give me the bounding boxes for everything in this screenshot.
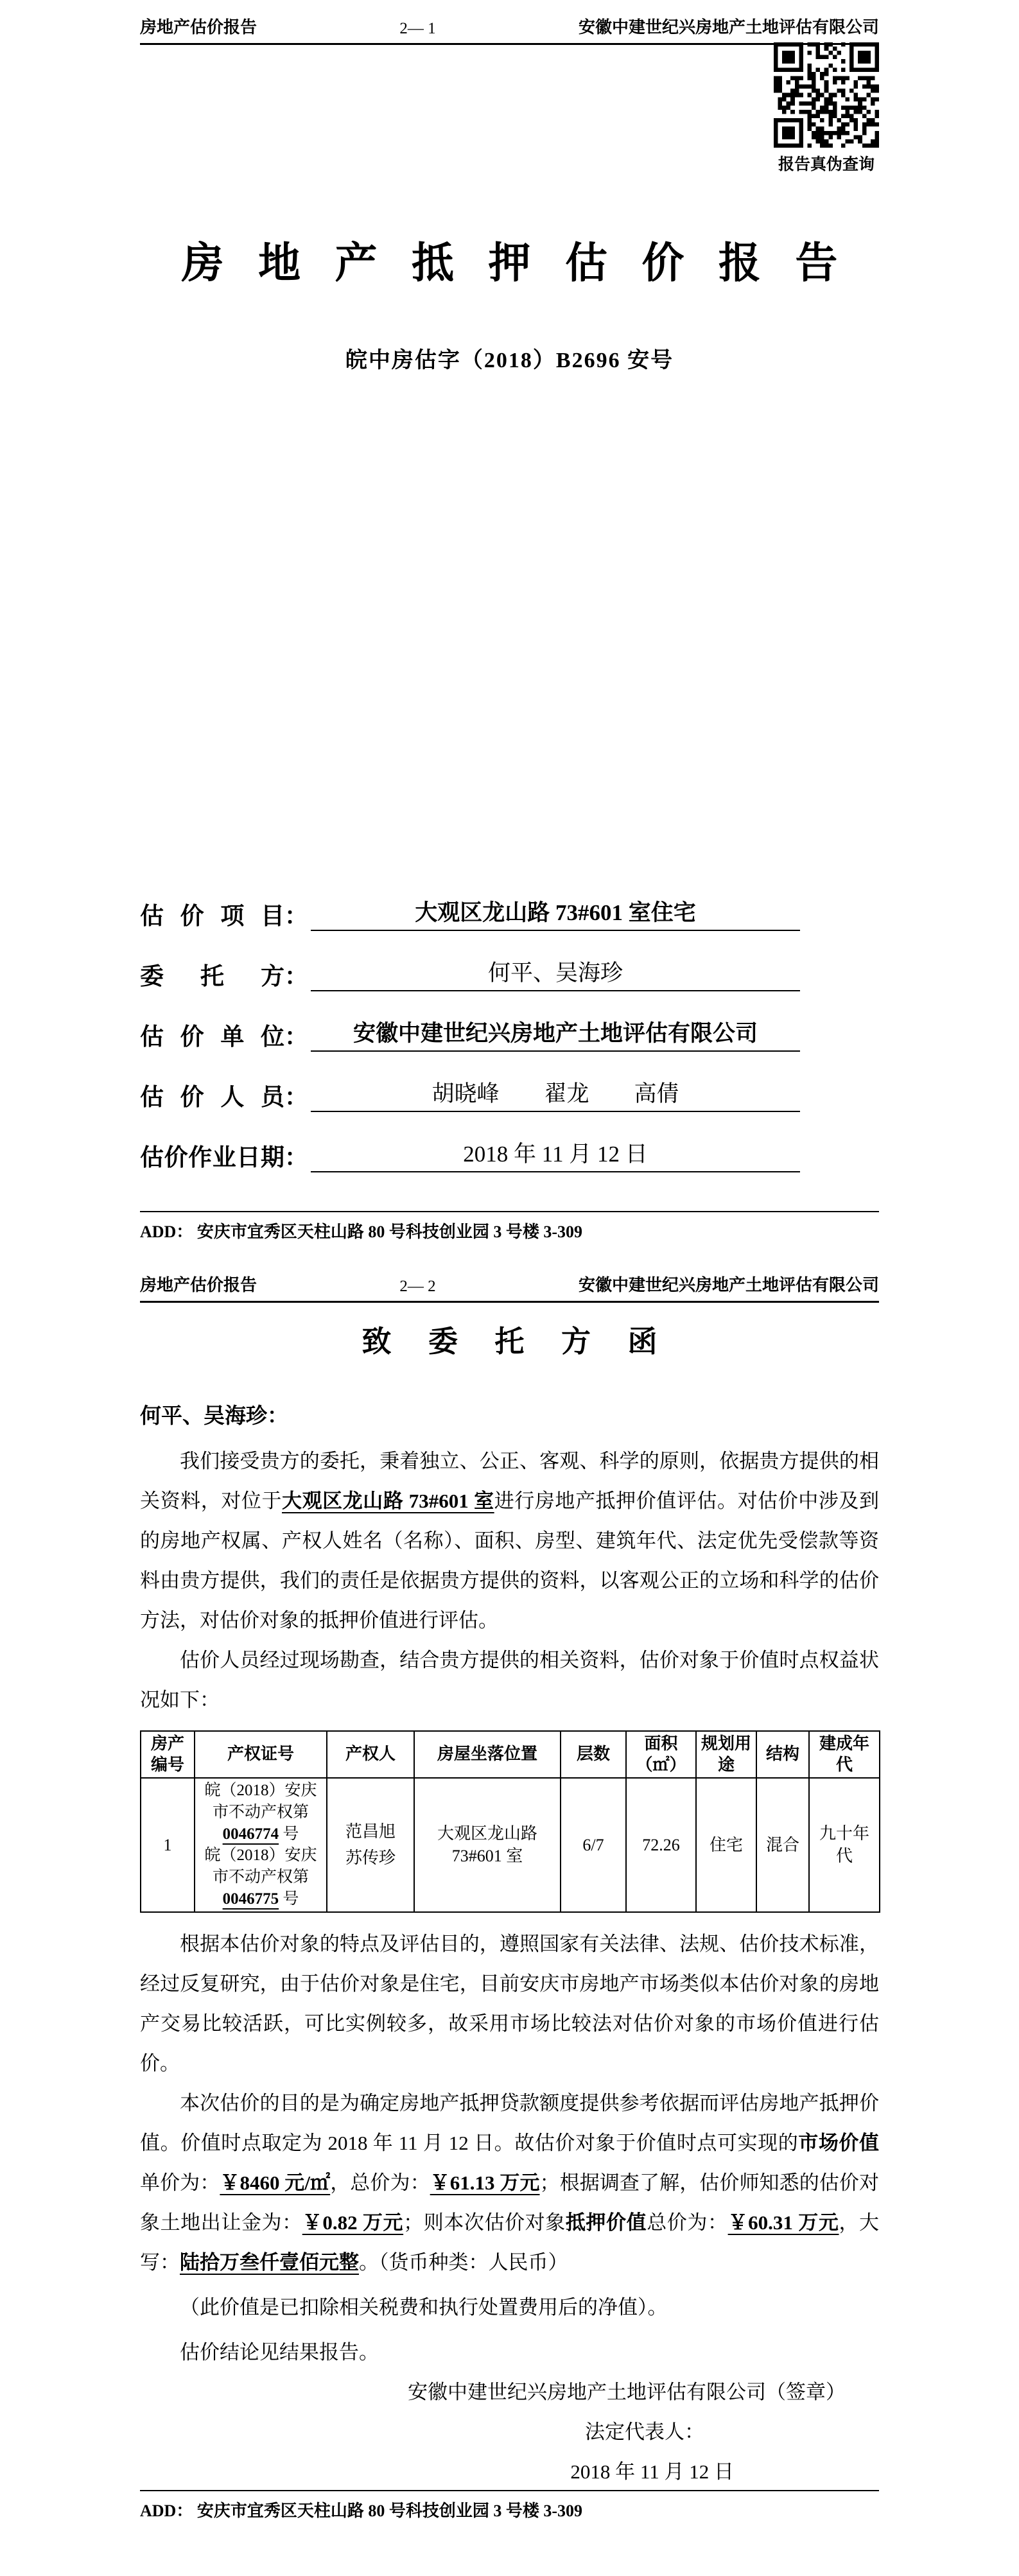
field-colon: ： <box>284 1023 308 1050</box>
cert-1 <box>198 1780 324 1845</box>
cell-structure: 混合 <box>756 1778 809 1912</box>
field-value-client: 何平、吴海珍 <box>311 955 800 991</box>
p1-property-address: 大观区龙山路 73#601 室 <box>282 1489 494 1512</box>
cell-cert-no <box>195 1778 327 1912</box>
col-header-owner: 产权人 <box>327 1731 414 1779</box>
p4-text-k: 总价为： <box>647 2211 728 2234</box>
field-row-project <box>140 887 879 931</box>
cell-owner <box>327 1778 414 1912</box>
field-value-appraisers: 胡晓峰 翟龙 高倩 <box>311 1076 800 1112</box>
field-row-agency <box>140 1008 879 1052</box>
field-label-appraisers: 估价人员 <box>140 1084 284 1111</box>
cell-floors: 6/7 <box>561 1778 626 1912</box>
p4-mortgage-value-label: 抵押价值 <box>565 2211 647 2234</box>
p4-unit-price: ￥8460 元/㎡ <box>220 2171 331 2194</box>
owner-2: 苏传珍 <box>345 1849 396 1868</box>
letter-paragraph-4 <box>140 2084 879 2283</box>
cover-fields <box>140 887 879 1172</box>
cert1-prefix: 皖（2018）安庆市不动产权第 <box>204 1782 317 1821</box>
cell-location: 大观区龙山路 73#601 室 <box>414 1778 561 1912</box>
cell-area: 72.26 <box>626 1778 696 1912</box>
field-label-project: 估价项目 <box>140 903 284 930</box>
header-company-name: 安徽中建世纪兴房地产土地评估有限公司 <box>578 1275 879 1294</box>
header-company-name: 安徽中建世纪兴房地产土地评估有限公司 <box>578 18 879 37</box>
owner-1: 范昌旭 <box>345 1822 396 1841</box>
p4-text-o: 。（货币种类：人民币） <box>359 2250 568 2274</box>
cert2-suffix: 号 <box>279 1890 299 1908</box>
letter-paragraph-6: 估价结论见结果报告。 <box>180 2340 379 2363</box>
cert1-number: 0046774 <box>222 1825 279 1843</box>
p4-amount-in-words: 陆拾万叁仟壹佰元整 <box>180 2250 359 2274</box>
field-label-agency: 估价单位 <box>140 1023 284 1050</box>
letter-paragraph-3: 根据本估价对象的特点及评估目的，遵照国家有关法律、法规、估价技术标准，经过反复研究，由于估价对象是住宅，目前安庆市房地产市场类似本估价对象的房地产交易比较活跃，可比实例较多，故采用市场比较法对估价对象的市场价值进行估价。 <box>140 1932 879 2075</box>
letter-title: 致 委 托 方 函 <box>361 1325 672 1358</box>
field-row-client <box>140 948 879 991</box>
field-value-date: 2018 年 11 月 12 日 <box>311 1136 800 1172</box>
field-colon: ： <box>284 1084 308 1111</box>
header-page-number-1: 2— 1 <box>399 20 436 37</box>
p4-mortgage-total: ￥60.31 万元 <box>727 2211 839 2234</box>
report-number: 皖中房估字（2018）B2696 安号 <box>345 348 674 372</box>
col-header-location: 房屋坐落位置 <box>414 1731 561 1779</box>
p4-text-c: 单价为： <box>140 2171 220 2194</box>
cert2-number: 0046775 <box>222 1890 279 1908</box>
field-value-project: 大观区龙山路 73#601 室住宅 <box>311 895 800 931</box>
field-colon: ： <box>284 1144 308 1171</box>
letter-salutation: 何平、吴海珍： <box>140 1404 288 1428</box>
p4-text-m: ，大写： <box>140 2211 880 2274</box>
page2-header <box>140 1272 879 1303</box>
page2-footer <box>140 2490 879 2521</box>
page1-header <box>140 14 879 45</box>
col-header-floors: 层数 <box>561 1731 626 1779</box>
letter-paragraph-1 <box>140 1441 879 1640</box>
p4-text-e: ，总价为： <box>330 2171 430 2194</box>
col-header-area: 面积（㎡） <box>626 1731 696 1779</box>
field-colon: ： <box>284 903 308 930</box>
page1-footer <box>140 1211 879 1242</box>
field-colon: ： <box>284 963 308 990</box>
p4-total-price: ￥61.13 万元 <box>430 2171 540 2194</box>
p1-text-c: 进行房地产抵押价值评估。对估价中涉及到的房地产权属、产权人姓名（名称）、面积、房型、建筑年代、法定优先受偿款等资料由贵方提供，我们的责任是依据贵方提供的资料，以客观公正的立场和科学的估价方法，对估价对象的抵押价值进行评估。 <box>140 1489 880 1632</box>
p4-text-a: 本次估价的目的是为确定房地产抵押贷款额度提供参考依据而评估房地产抵押价值。价值时点取定为 2018 年 11 月 12 日。故估价对象于价值时点可实现的 <box>140 2091 879 2154</box>
col-header-structure: 结构 <box>756 1731 809 1779</box>
property-rights-table <box>140 1730 880 1913</box>
footer-address: ADD： 安庆市宜秀区天柱山路 80 号科技创业园 3 号楼 3-309 <box>140 1223 582 1241</box>
report-title: 房 地 产 抵 押 估 价 报 告 <box>181 240 849 287</box>
cell-use: 住宅 <box>696 1778 756 1912</box>
field-label-date: 估价作业日期 <box>140 1144 284 1171</box>
p1-text-a: 我们接受贵方的委托，秉着独立、公正、客观、科学的原则，依据贵方提供的相关资料，对位于 <box>140 1449 879 1512</box>
signature-date: 2018 年 11 月 12 日 <box>570 2460 734 2483</box>
cell-era: 九十年代 <box>809 1778 880 1912</box>
footer-address: ADD： 安庆市宜秀区天柱山路 80 号科技创业园 3 号楼 3-309 <box>140 2502 582 2520</box>
signature-company: 安徽中建世纪兴房地产土地评估有限公司（签章） <box>408 2380 846 2403</box>
field-label-client: 委托方 <box>140 963 284 990</box>
header-doc-title: 房地产估价报告 <box>140 1275 257 1294</box>
col-header-era: 建成年代 <box>809 1731 880 1779</box>
header-page-number-2: 2— 2 <box>399 1277 436 1295</box>
p4-land-premium: ￥0.82 万元 <box>302 2211 404 2234</box>
table-header-row <box>141 1731 880 1779</box>
letter-paragraph-5: （此价值是已扣除相关税费和执行处置费用后的净值）。 <box>180 2295 668 2319</box>
table-row <box>141 1778 880 1912</box>
p4-text-i: ；则本次估价对象 <box>403 2211 566 2234</box>
cert-2 <box>198 1845 324 1910</box>
field-value-agency: 安徽中建世纪兴房地产土地评估有限公司 <box>311 1016 800 1052</box>
letter-paragraph-2: 估价人员经过现场勘查，结合贵方提供的相关资料，估价对象于价值时点权益状况如下： <box>140 1648 879 1711</box>
field-row-date <box>140 1129 879 1172</box>
field-row-appraisers <box>140 1068 879 1112</box>
qr-code-icon <box>774 42 879 148</box>
qr-caption: 报告真伪查询 <box>778 156 875 173</box>
p4-market-value-label: 市场价值 <box>798 2131 880 2154</box>
cert1-suffix: 号 <box>279 1825 299 1843</box>
header-doc-title: 房地产估价报告 <box>140 18 257 37</box>
cell-property-no: 1 <box>141 1778 195 1912</box>
qr-verification-block <box>774 42 879 175</box>
col-header-cert-no: 产权证号 <box>195 1731 327 1779</box>
page-2 <box>140 1272 879 2492</box>
col-header-use: 规划用途 <box>696 1731 756 1779</box>
cert2-prefix: 皖（2018）安庆市不动产权第 <box>204 1847 317 1886</box>
p4-text-g: ；根据调查了解，估价师知悉的估价对象土地出让金为： <box>140 2171 880 2234</box>
col-header-property-no: 房产编号 <box>141 1731 195 1779</box>
signature-legal-representative: 法定代表人： <box>585 2420 704 2443</box>
